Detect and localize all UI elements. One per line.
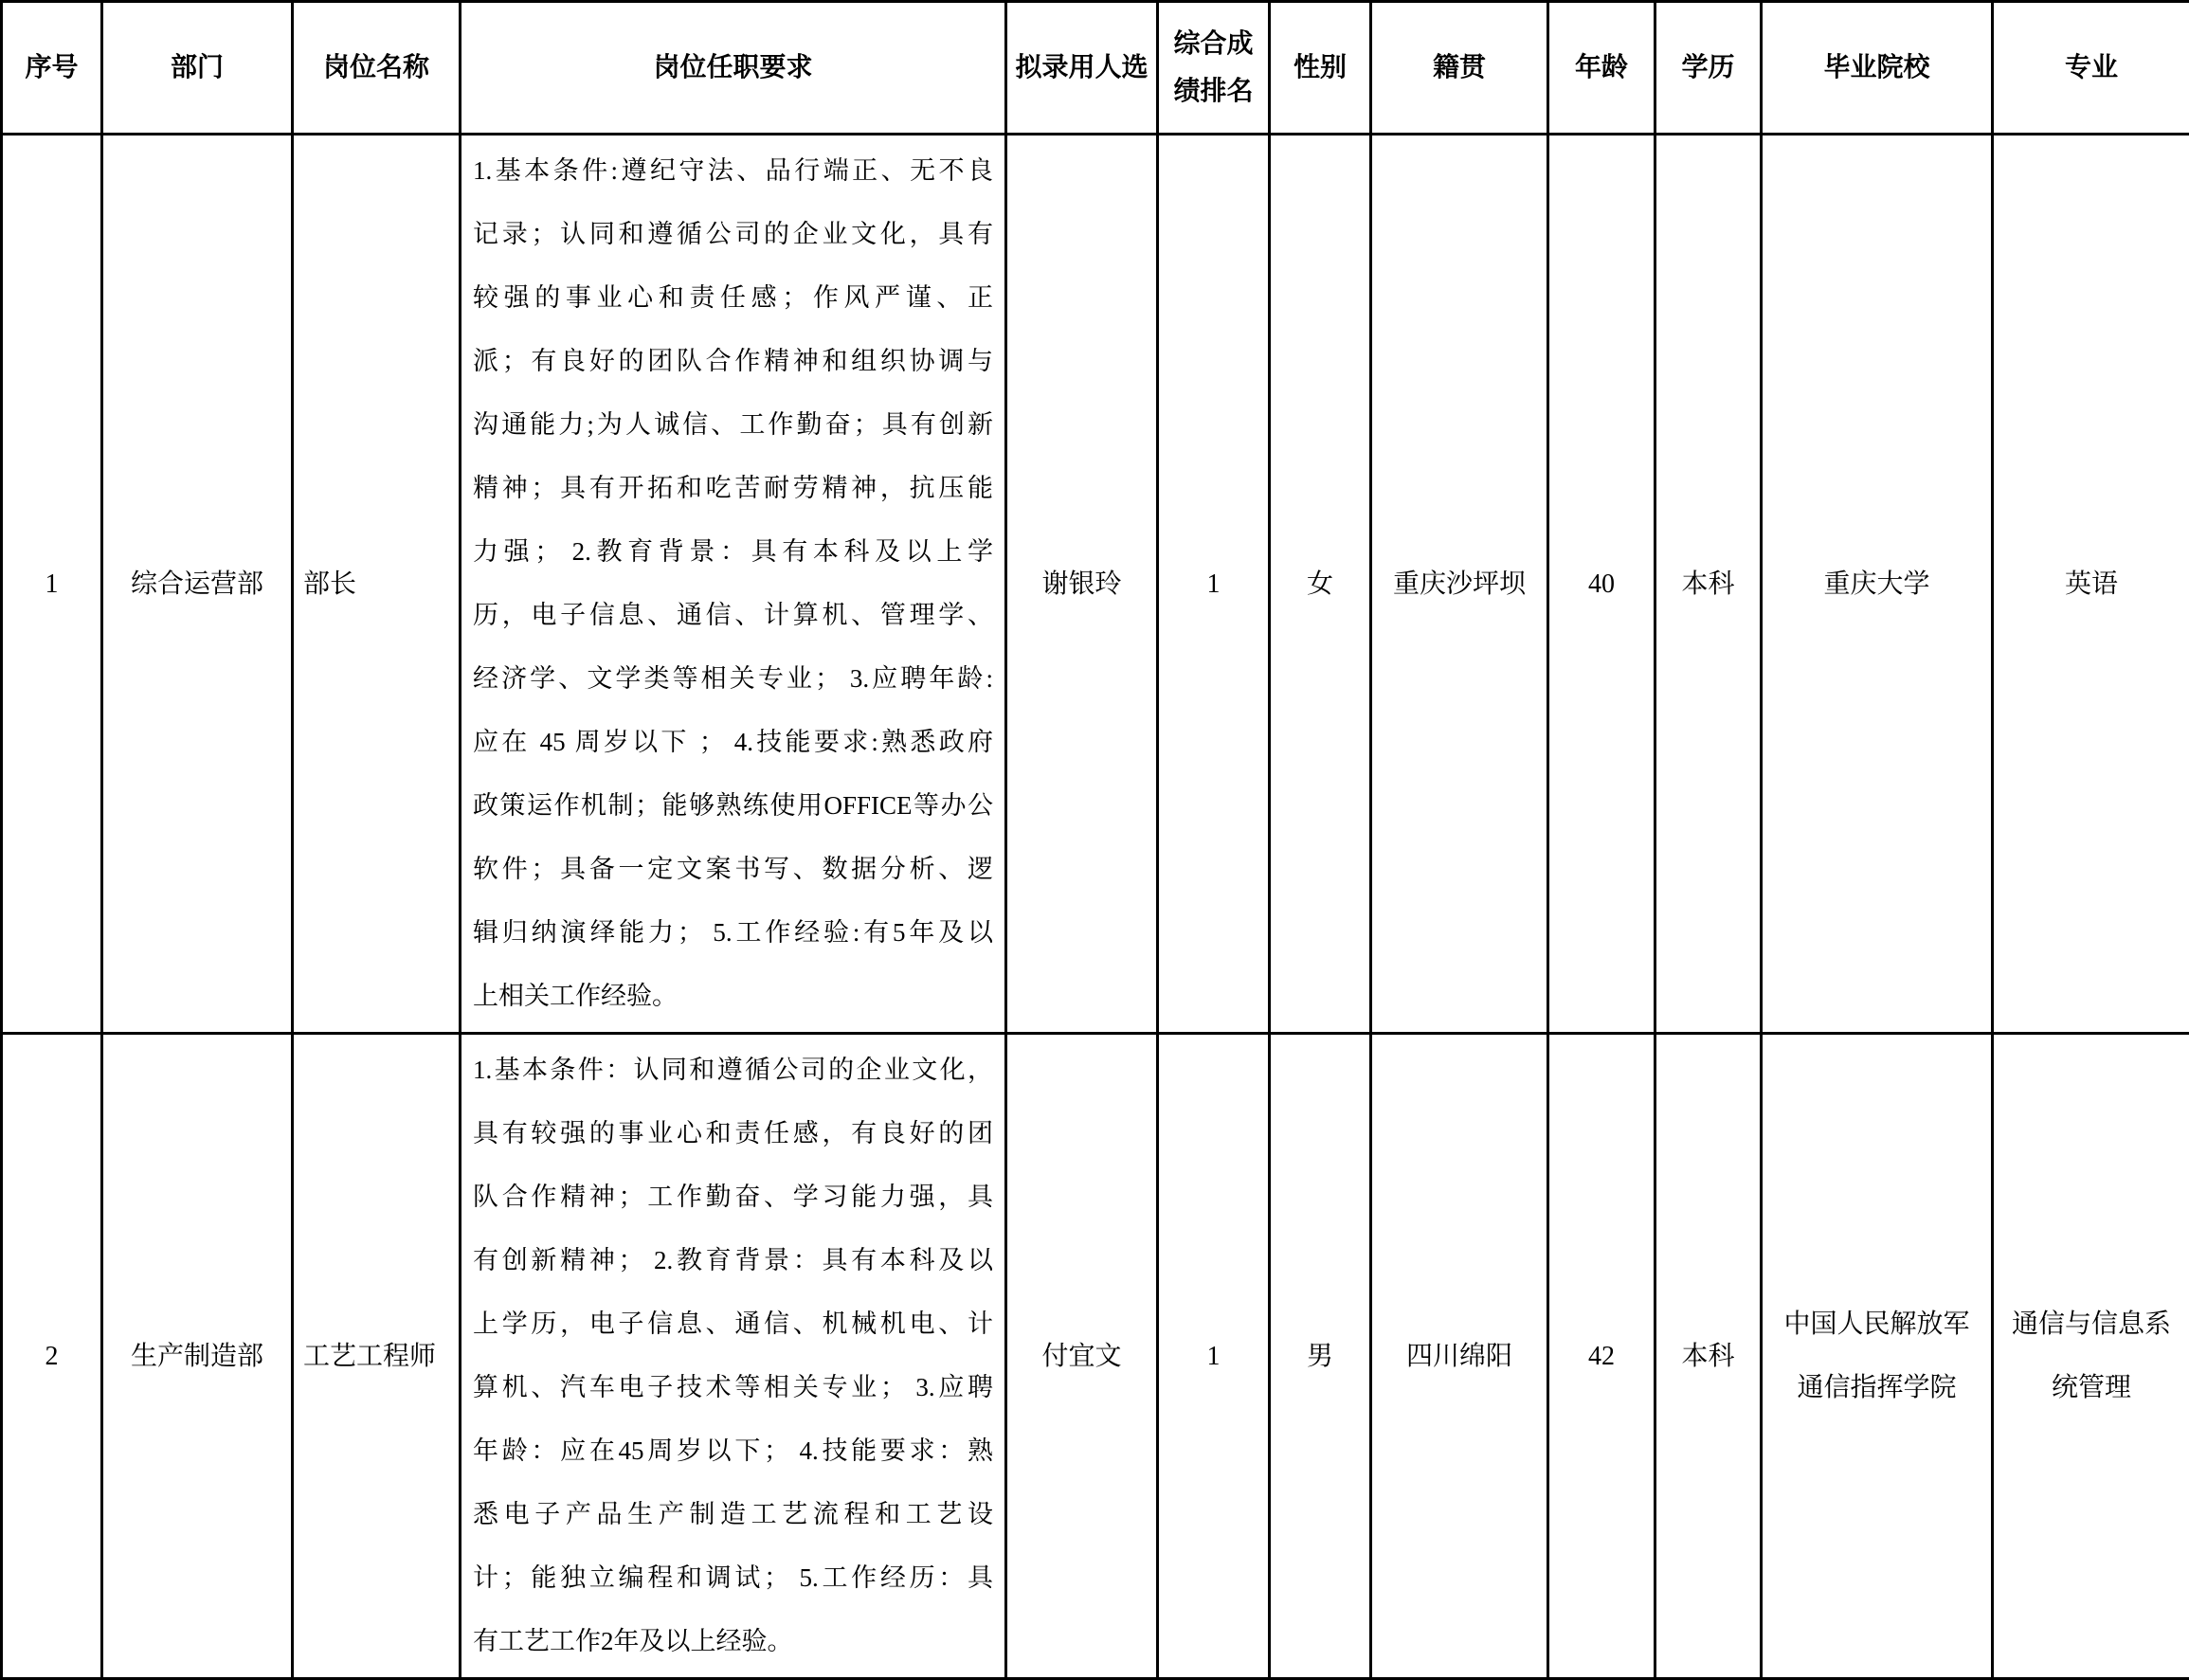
requirement-line: 算机、汽车电子技术等相关专业； 3.应聘 xyxy=(473,1356,993,1419)
cell-rank: 1 xyxy=(1158,135,1270,1034)
requirement-line: 精神；具有开拓和吃苦耐劳精神，抗压能 xyxy=(473,457,993,520)
cell-gender: 男 xyxy=(1270,1034,1371,1679)
requirement-line: 记录；认同和遵循公司的企业文化，具有 xyxy=(473,203,993,266)
cell-index: 1 xyxy=(2,135,102,1034)
requirement-line: 1.基本条件：认同和遵循公司的企业文化， xyxy=(473,1039,993,1102)
header-gender: 性别 xyxy=(1270,2,1371,135)
cell-index: 2 xyxy=(2,1034,102,1679)
header-position: 岗位名称 xyxy=(293,2,461,135)
cell-major: 英语 xyxy=(1993,135,2189,1034)
cell-rank: 1 xyxy=(1158,1034,1270,1679)
cell-education: 本科 xyxy=(1655,1034,1762,1679)
requirement-line: 软件；具备一定文案书写、数据分析、逻 xyxy=(473,838,993,901)
requirement-line: 悉电子产品生产制造工艺流程和工艺设 xyxy=(473,1483,993,1546)
cell-position: 工艺工程师 xyxy=(293,1034,461,1679)
cell-department: 综合运营部 xyxy=(102,135,293,1034)
cell-education: 本科 xyxy=(1655,135,1762,1034)
cell-candidate: 谢银玲 xyxy=(1006,135,1158,1034)
cell-candidate: 付宜文 xyxy=(1006,1034,1158,1679)
requirement-line: 上相关工作经验。 xyxy=(473,965,993,1028)
requirement-line: 派；有良好的团队合作精神和组织协调与 xyxy=(473,330,993,393)
requirement-line: 经济学、文学类等相关专业； 3.应聘年龄: xyxy=(473,647,993,711)
requirement-line: 上学历，电子信息、通信、机械机电、计 xyxy=(473,1292,993,1356)
requirement-line: 具有较强的事业心和责任感，有良好的团 xyxy=(473,1102,993,1165)
header-rank-label: 综合成绩排名 xyxy=(1174,21,1254,116)
cell-age: 40 xyxy=(1548,135,1655,1034)
requirement-line: 计；能独立编程和调试； 5.工作经历：具 xyxy=(473,1546,993,1610)
header-education: 学历 xyxy=(1655,2,1762,135)
header-index: 序号 xyxy=(2,2,102,135)
requirement-line: 有创新精神； 2.教育背景：具有本科及以 xyxy=(473,1229,993,1292)
header-age: 年龄 xyxy=(1548,2,1655,135)
header-candidate: 拟录用人选 xyxy=(1006,2,1158,135)
cell-requirements xyxy=(461,1034,1006,1679)
requirement-line: 年龄：应在45周岁以下； 4.技能要求：熟 xyxy=(473,1419,993,1483)
cell-native-place: 重庆沙坪坝 xyxy=(1371,135,1548,1034)
requirement-line: 较强的事业心和责任感；作风严谨、正 xyxy=(473,266,993,330)
requirement-line: 历，电子信息、通信、计算机、管理学、 xyxy=(473,584,993,647)
table-row xyxy=(2,135,2189,1034)
header-school: 毕业院校 xyxy=(1762,2,1993,135)
requirement-line: 力强； 2.教育背景：具有本科及以上学 xyxy=(473,520,993,584)
requirement-line: 政策运作机制；能够熟练使用OFFICE等办公 xyxy=(473,774,993,838)
header-major: 专业 xyxy=(1993,2,2189,135)
requirement-line: 有工艺工作2年及以上经验。 xyxy=(473,1610,993,1673)
requirement-line: 辑归纳演绎能力； 5.工作经验:有5年及以 xyxy=(473,901,993,965)
header-rank xyxy=(1158,2,1270,135)
table-row xyxy=(2,1034,2189,1679)
header-native-place: 籍贯 xyxy=(1371,2,1548,135)
cell-gender: 女 xyxy=(1270,135,1371,1034)
requirement-line: 沟通能力;为人诚信、工作勤奋；具有创新 xyxy=(473,393,993,457)
header-requirements: 岗位任职要求 xyxy=(461,2,1006,135)
cell-requirements xyxy=(461,135,1006,1034)
cell-school: 重庆大学 xyxy=(1762,135,1993,1034)
header-row xyxy=(2,2,2189,135)
cell-major: 通信与信息系统管理 xyxy=(1993,1034,2189,1679)
requirement-line: 1.基本条件:遵纪守法、品行端正、无不良 xyxy=(473,139,993,203)
cell-native-place: 四川绵阳 xyxy=(1371,1034,1548,1679)
requirement-line: 队合作精神；工作勤奋、学习能力强，具 xyxy=(473,1165,993,1229)
cell-age: 42 xyxy=(1548,1034,1655,1679)
cell-position: 部长 xyxy=(293,135,461,1034)
requirement-line: 应在 45 周岁以下 ； 4.技能要求:熟悉政府 xyxy=(473,711,993,774)
cell-department: 生产制造部 xyxy=(102,1034,293,1679)
header-department: 部门 xyxy=(102,2,293,135)
cell-school: 中国人民解放军通信指挥学院 xyxy=(1762,1034,1993,1679)
